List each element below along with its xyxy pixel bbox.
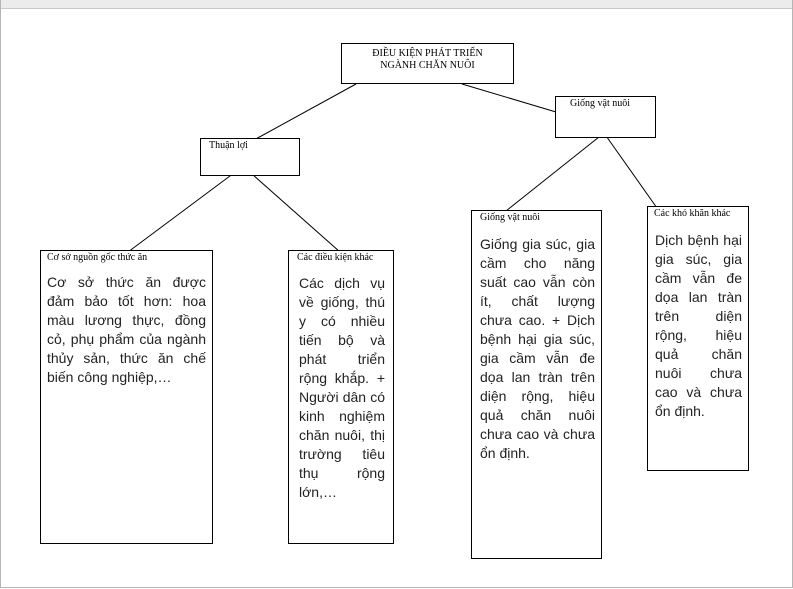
connector-root-to-left [254,84,356,140]
left-branch-title: Thuận lợi [209,140,248,151]
leaf-difficult-title: Các khó khăn khác [654,208,731,219]
leaf-breed-title: Giống vật nuôi [480,212,540,223]
leaf-other-text: Các dịch vụ về giống, thú y có nhiều tiến bộ và phát triển rộng khắp. + Người dân có kinh nghiệm chăn nuôi, thị trường tiêu thụ rộng lớn,… [299,275,385,500]
leaf-breed-text: Giống gia súc, gia cầm cho năng suất cao vẫn còn ít, chất lượng chưa cao. + Dịch bệnh hại gia súc, gia cầm vẫn đe dọa lan tràn trên diện rộng, hiệu quả chăn nuôi chưa cao và chưa ổn định. [480,236,595,461]
connector-right-to-difficult [604,133,657,208]
root-title-line2: NGÀNH CHĂN NUÔI [380,60,475,71]
root-node [341,43,514,84]
leaf-food-text: Cơ sở thức ăn được đảm bảo tốt hơn: hoa màu lương thực, đồng cỏ, phụ phẩm của ngành thủy sản, thức ăn chế biến công nghiệp,… [47,274,206,385]
leaf-food-title: Cơ sở nguồn gốc thức ăn [47,252,148,263]
connector-left-to-food [128,167,242,252]
root-title-line1: ĐIỀU KIỆN PHÁT TRIỂN [372,48,483,59]
leaf-other-node [288,250,394,544]
leaf-difficult-node [647,206,749,471]
leaf-other-title: Các điều kiện khác [297,252,374,263]
right-branch-title: Giống vật nuôi [570,98,630,109]
right-branch-node [555,96,656,138]
connector-left-to-other [244,167,340,252]
leaf-difficult-text: Dịch bệnh hại gia súc, gia cầm vẫn đe dọa lan tràn trên diện rộng, hiệu quả chăn nuôi chưa cao và chưa ổn định. [655,232,742,419]
leaf-breed-node [471,210,602,559]
connector-root-to-right [462,84,556,112]
leaf-food-node [40,250,213,544]
left-branch-node [200,138,300,176]
connector-right-to-breed [506,133,604,211]
